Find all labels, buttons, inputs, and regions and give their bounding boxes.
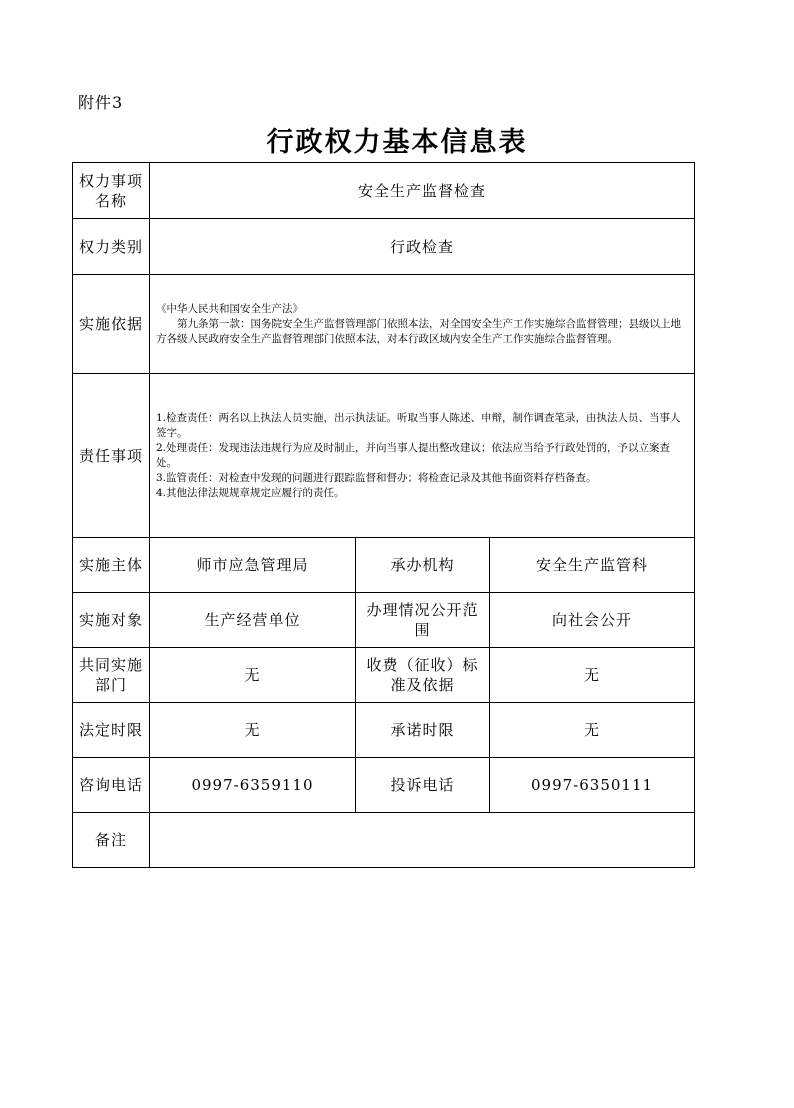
consult-phone-value: 0997-6359110 bbox=[150, 758, 356, 813]
promised-time-label: 承诺时限 bbox=[356, 703, 490, 758]
promised-time-value: 无 bbox=[490, 703, 695, 758]
row-implementer bbox=[73, 538, 695, 593]
power-category-label: 权力类别 bbox=[73, 219, 150, 275]
consult-phone-label: 咨询电话 bbox=[73, 758, 150, 813]
basis-label: 实施依据 bbox=[73, 275, 150, 374]
row-phone bbox=[73, 758, 695, 813]
basis-law-title: 《中华人民共和国安全生产法》 bbox=[156, 302, 303, 315]
row-time-limit bbox=[73, 703, 695, 758]
disclosure-scope-label: 办理情况公开范围 bbox=[356, 593, 490, 648]
attachment-label: 附件3 bbox=[78, 93, 124, 112]
row-power-category bbox=[73, 219, 695, 275]
power-category-value: 行政检查 bbox=[150, 219, 695, 275]
remarks-label: 备注 bbox=[73, 813, 150, 868]
responsibility-item: 1.检查责任：两名以上执法人员实施，出示执法证。听取当事人陈述、申辩，制作调查笔录，由执法人员、当事人签字。 bbox=[156, 411, 681, 439]
legal-time-label: 法定时限 bbox=[73, 703, 150, 758]
row-basis bbox=[73, 275, 695, 374]
row-power-name bbox=[73, 163, 695, 219]
joint-dept-label: 共同实施部门 bbox=[73, 648, 150, 703]
row-target bbox=[73, 593, 695, 648]
info-table bbox=[72, 162, 695, 868]
responsibility-item: 4.其他法律法规规章规定应履行的责任。 bbox=[156, 486, 345, 499]
implementer-value: 师市应急管理局 bbox=[150, 538, 356, 593]
disclosure-scope-value: 向社会公开 bbox=[490, 593, 695, 648]
row-remarks bbox=[73, 813, 695, 868]
target-label: 实施对象 bbox=[73, 593, 150, 648]
power-name-value: 安全生产监督检查 bbox=[150, 163, 695, 219]
power-name-label: 权力事项名称 bbox=[73, 163, 150, 219]
handling-unit-value: 安全生产监管科 bbox=[490, 538, 695, 593]
implementer-label: 实施主体 bbox=[73, 538, 150, 593]
handling-unit-label: 承办机构 bbox=[356, 538, 490, 593]
remarks-value bbox=[150, 813, 695, 868]
complaint-phone-value: 0997-6350111 bbox=[490, 758, 695, 813]
responsibility-item: 2.处理责任：发现违法违规行为应及时制止，并向当事人提出整改建议；依法应当给予行政处罚的，予以立案查处。 bbox=[156, 441, 671, 469]
fee-standard-value: 无 bbox=[490, 648, 695, 703]
responsibility-item: 3.监管责任：对检查中发现的问题进行跟踪监督和督办；将检查记录及其他书面资料存档备查。 bbox=[156, 471, 597, 484]
row-joint bbox=[73, 648, 695, 703]
page-title: 行政权力基本信息表 bbox=[266, 127, 528, 158]
joint-dept-value: 无 bbox=[150, 648, 356, 703]
basis-article: 第九条第一款：国务院安全生产监督管理部门依照本法，对全国安全生产工作实施综合监督管理；县级以上地方各级人民政府安全生产监督管理部门依照本法，对本行政区域内安全生产工作实施综合监督管理。 bbox=[156, 317, 681, 345]
complaint-phone-label: 投诉电话 bbox=[356, 758, 490, 813]
fee-standard-label: 收费（征收）标准及依据 bbox=[356, 648, 490, 703]
target-value: 生产经营单位 bbox=[150, 593, 356, 648]
row-responsibility bbox=[73, 374, 695, 538]
responsibility-text bbox=[150, 374, 695, 538]
responsibility-label: 责任事项 bbox=[73, 374, 150, 538]
legal-time-value: 无 bbox=[150, 703, 356, 758]
basis-text bbox=[150, 275, 695, 374]
